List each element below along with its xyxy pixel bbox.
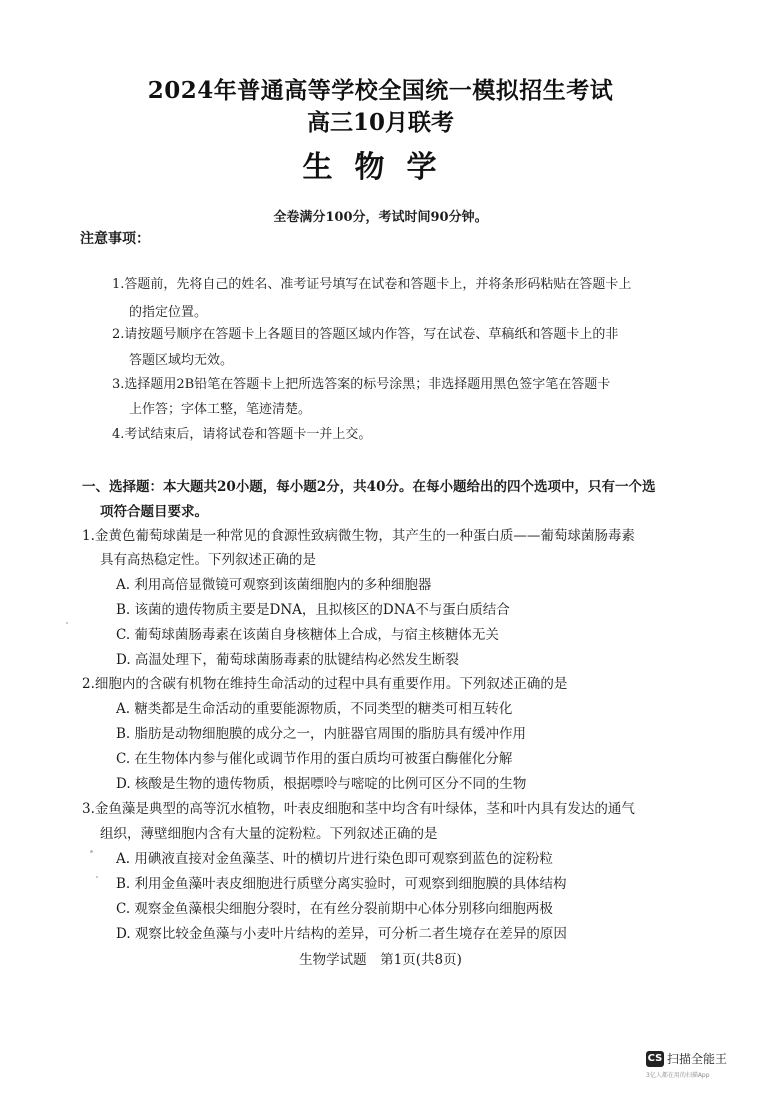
question-option: D. 高温处理下，葡萄球菌肠毒素的肽键结构必然发生断裂 <box>116 652 459 668</box>
question-stem: 1.金黄色葡萄球菌是一种常见的食源性致病微生物，其产生的一种蛋白质——葡萄球菌肠毒素 <box>82 528 635 544</box>
question-option: C. 在生物体内参与催化或调节作用的蛋白质均可被蛋白酶催化分解 <box>116 751 513 767</box>
scanner-logo-icon: CS <box>646 1051 664 1067</box>
notice-item: 的指定位置。 <box>129 305 208 320</box>
question-option: A. 糖类都是生命活动的重要能源物质，不同类型的糖类可相互转化 <box>116 701 513 717</box>
scanner-tagline: 3亿人都在用的扫描App <box>646 1072 710 1079</box>
question-stem-cont: 组织，薄壁细胞内含有大量的淀粉粒。下列叙述正确的是 <box>100 826 438 842</box>
question-option: C. 观察金鱼藻根尖细胞分裂时，在有丝分裂前期中心体分别移向细胞两极 <box>116 901 553 917</box>
notice-item: 3.选择题用2B铅笔在答题卡上把所选答案的标号涂黑；非选择题用黑色签字笔在答题卡 <box>112 377 611 392</box>
question-stem-cont: 具有高热稳定性。下列叙述正确的是 <box>100 552 316 568</box>
subject-title: 生物学 <box>302 150 459 185</box>
notice-item: 2.请按题号顺序在答题卡上各题目的答题区域内作答，写在试卷、草稿纸和答题卡上的非 <box>112 327 619 342</box>
question-stem: 2.细胞内的含碳有机物在维持生命活动的过程中具有重要作用。下列叙述正确的是 <box>82 676 568 692</box>
section-heading: 一、选择题：本大题共20小题，每小题2分，共40分。在每小题给出的四个选项中，只有一个选 <box>82 479 656 495</box>
notice-item: 答题区域均无效。 <box>129 353 234 368</box>
question-option: C. 葡萄球菌肠毒素在该菌自身核糖体上合成，与宿主核糖体无关 <box>116 627 499 643</box>
notice-item: 上作答；字体工整，笔迹清楚。 <box>129 402 312 417</box>
notice-item: 4.考试结束后，请将试卷和答题卡一并上交。 <box>112 427 372 442</box>
section-heading-cont: 项符合题目要求。 <box>100 504 208 520</box>
question-option: A. 利用高倍显微镜可观察到该菌细胞内的多种细胞器 <box>116 577 432 593</box>
question-option: A. 用碘液直接对金鱼藻茎、叶的横切片进行染色即可观察到蓝色的淀粉粒 <box>116 851 553 867</box>
scan-speck <box>96 876 98 878</box>
exam-info: 全卷满分100分，考试时间90分钟。 <box>273 210 488 225</box>
exam-title: 2024年普通高等学校全国统一模拟招生考试 <box>147 77 614 104</box>
question-option: D. 观察比较金鱼藻与小麦叶片结构的差异，可分析二者生境存在差异的原因 <box>116 926 567 942</box>
question-option: D. 核酸是生物的遗传物质，根据嘌呤与嘧啶的比例可区分不同的生物 <box>116 776 527 792</box>
notice-heading: 注意事项： <box>80 231 150 247</box>
notice-item: 1.答题前，先将自己的姓名、准考证号填写在试卷和答题卡上，并将条形码粘贴在答题卡上 <box>112 277 632 292</box>
question-option: B. 利用金鱼藻叶表皮细胞进行质壁分离实验时，可观察到细胞膜的具体结构 <box>116 876 567 892</box>
scanner-watermark <box>646 1050 727 1067</box>
page-footer: 生物学试题 第1页(共8页) <box>299 952 462 968</box>
scan-speck <box>66 622 68 624</box>
scanner-name: 扫描全能王 <box>667 1052 728 1066</box>
question-option: B. 该菌的遗传物质主要是DNA，且拟核区的DNA不与蛋白质结合 <box>116 602 510 618</box>
exam-subtitle: 高三10月联考 <box>306 109 454 136</box>
question-stem: 3.金鱼藻是典型的高等沉水植物，叶表皮细胞和茎中均含有叶绿体，茎和叶内具有发达的通气 <box>82 801 635 817</box>
scan-speck <box>90 850 93 853</box>
question-option: B. 脂肪是动物细胞膜的成分之一，内脏器官周围的脂肪具有缓冲作用 <box>116 726 527 742</box>
